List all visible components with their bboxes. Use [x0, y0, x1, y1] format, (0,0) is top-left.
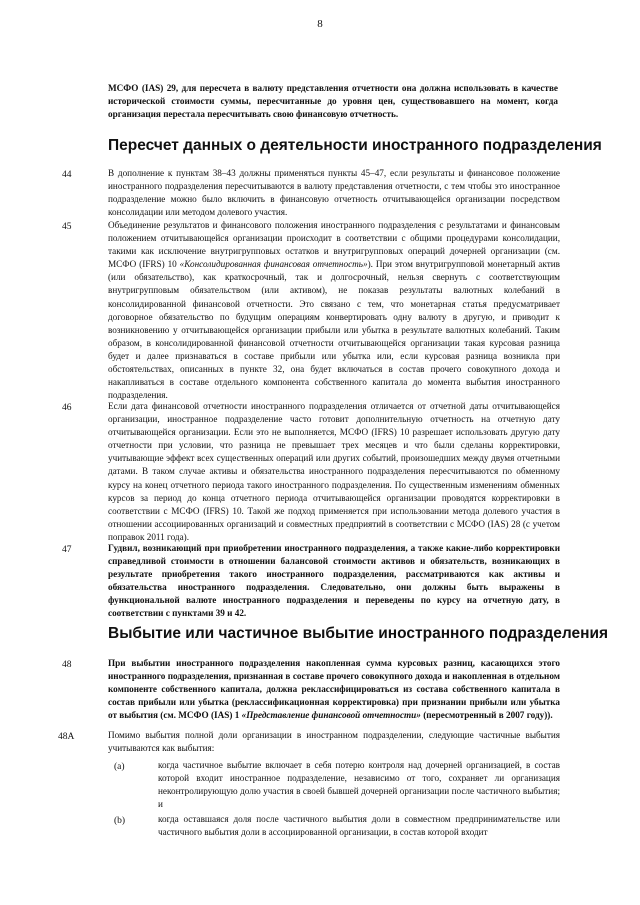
section-heading-translation: Пересчет данных о деятельности иностранного подразделения: [108, 137, 602, 154]
paragraph-48a: Помимо выбытия полной доли организации в иностранном подразделении, следующие частичные выбытия учитываются как выбытия:: [108, 730, 560, 754]
list-item-a: когда частичное выбытие включает в себя потерю контроля над дочерней организацией, в состав которой входит иностранное подразделение, независимо от того, сохраняет ли организация неконтролирующую долю участия в своей бывшей дочерней организации после частичного выбытия; и: [158, 760, 560, 809]
paragraph-number-44: 44: [62, 170, 72, 180]
paragraph-number-48: 48: [62, 660, 72, 670]
paragraph-46: Если дата финансовой отчетности иностранного подразделения отличается от отчетной даты отчитывающейся организации, иностранное подразделение часто готовит дополнительную отчетность на отчетную дату отчитывающейся организации. Если это не выполняется, МСФО (IFRS) 10 разрешает использовать другую дату отчетности при условии, что разница не превышает трех месяцев и что были сделаны корректировки, учитывающие эффект всех существенных операций или других событий, произошедших между двумя отчетными датами. В таком случае активы и обязательства иностранного подразделения пересчитываются по обменному курсу на конец отчетного периода такого иностранного подразделения. По существенным изменениям обменных курсов за период до конца отчетного периода отчитывающейся организации проводятся корректировки в соответствии с МСФО (IFRS) 10. Такой же подход применяется при использовании метода долевого участия в отношении ассоциированных организаций и совместных предприятий в соответствии с МСФО (IAS) 28 (с учетом поправок 2011 года).: [108, 401, 560, 542]
list-item-b: когда оставшаяся доля после частичного выбытия доли в совместном предпринимательстве или частичного выбытия доли в ассоциированной организации, в состав которой входит: [158, 814, 560, 837]
list-item-label-a: (a): [114, 762, 125, 772]
paragraph-48-part-a: При выбытии иностранного подразделения накопленная сумма курсовых разниц, касающихся этого иностранного подразделения, признанная в составе прочего совокупного дохода и накопленная в отдельном компоненте собственного капитала, должна реклассифицироваться из состава собственного капитала в состав прибыли или убытка (реклассификационная корректировка) при признании прибыли или убытка от выбытия (см. МСФО (IAS) 1: [108, 658, 560, 721]
list-item-label-b: (b): [114, 816, 126, 826]
paragraph-45: [108, 219, 560, 402]
paragraph-47: Гудвил, возникающий при приобретении иностранного подразделения, а также какие-либо корректировки справедливой стоимости в отношении балансовой стоимости активов и обязательств, возникающих в результате приобретения такого иностранного подразделения, рассматриваются как активы и обязательства иностранного подразделения. Следовательно, они должны быть выражены в функциональной валюте иностранного подразделения и переведены по курсу на отчетную дату, в соответствии с пунктами 39 и 42.: [108, 543, 560, 619]
intro-paragraph: МСФО (IAS) 29, для пересчета в валюту представления отчетности она должна использовать в качестве исторической стоимости суммы, пересчитанные до уровня цен, существовавшего на момент, когда организация перестала пересчитывать свою финансовую отчетность.: [108, 83, 558, 119]
paragraph-45-part-b: ). При этом внутригрупповой монетарный актив (или обязательство), как краткосрочный, так и долгосрочный, нельзя свернуть с соответствующим внутригрупповым обязательством (или активом), не показав результаты валютных колебаний в консолидированной финансовой отчетности. Это связано с тем, что монетарная статья предусматривает договорное обязательство по будущим операциям конвертировать одну валюту в другую, и приводит к возникновению у отчитывающейся организации прибыли или убытка в результате валютных колебаний. Таким образом, в консолидированной финансовой отчетности отчитывающейся организации такая курсовая разница будет и далее признаваться в составе прибыли или убытка или, если курсовая разница возникла при обстоятельствах, описанных в пункте 32, она будет включаться в состав прочего совокупного дохода и накапливаться в составе отдельного компонента собственного капитала до момента выбытия иностранного подразделения.: [108, 259, 560, 401]
paragraph-number-48a: 48A: [58, 732, 75, 742]
paragraph-48-part-b: (пересмотренный в 2007 году)).: [420, 710, 553, 721]
section-heading-disposal: Выбытие или частичное выбытие иностранного подразделения: [108, 625, 609, 642]
paragraph-45-italic: «Консолидированная финансовая отчетность»: [179, 259, 368, 270]
paragraph-48-italic: «Представление финансовой отчетности»: [241, 710, 421, 721]
paragraph-44: В дополнение к пунктам 38–43 должны применяться пункты 45–47, если результаты и финансовое положение иностранного подразделения пересчитываются в валюту представления отчетности, с тем чтобы это иностранное подразделение можно было включить в финансовую отчетность отчитывающейся организации посредством консолидации или методом долевого участия.: [108, 168, 560, 218]
paragraph-number-45: 45: [62, 222, 72, 232]
paragraph-48: [108, 657, 560, 722]
page-number: 8: [317, 18, 323, 30]
paragraph-number-47: 47: [62, 545, 72, 555]
paragraph-number-46: 46: [62, 403, 72, 413]
paragraph-45-part-a: Объединение результатов и финансового положения иностранного подразделения с результатами и финансовым положением отчитывающейся организации происходит в соответствии с общими процедурами консолидации, такими как исключение внутригрупповых остатков и внутригрупповых операций дочерней организации (см. МСФО (IFRS) 10: [108, 220, 560, 270]
